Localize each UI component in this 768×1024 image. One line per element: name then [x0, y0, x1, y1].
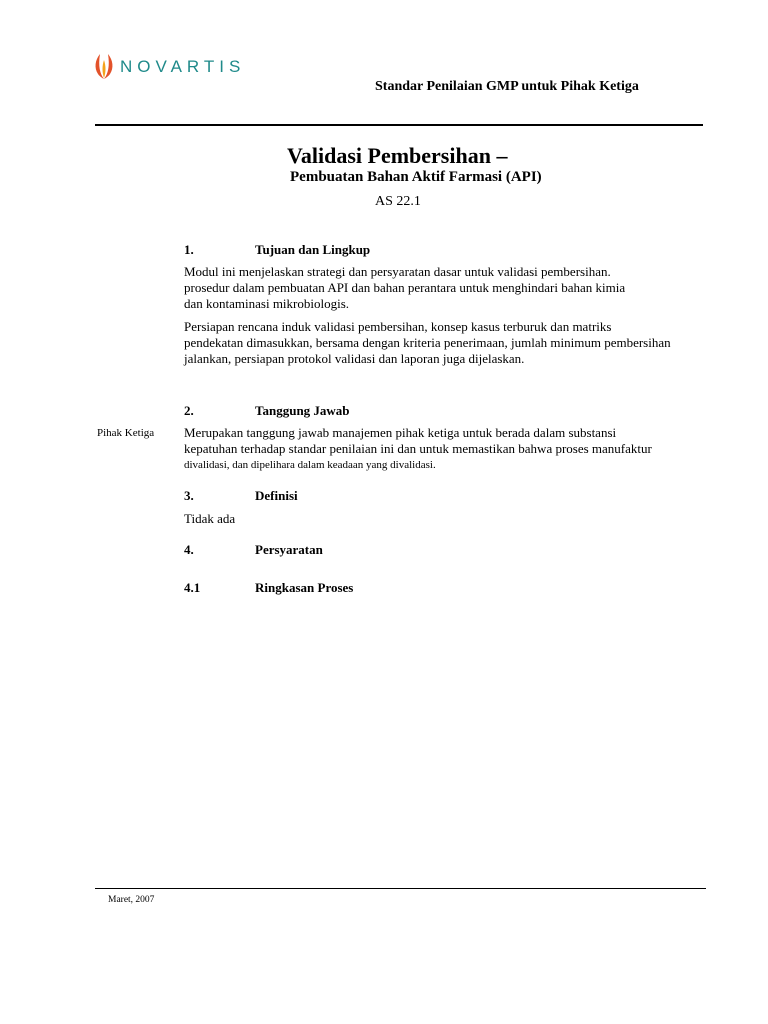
brand-name: NOVARTIS [120, 57, 246, 76]
section-2-number: 2. [184, 403, 194, 418]
section-2-title: Tanggung Jawab [255, 403, 350, 418]
paragraph-line: Merupakan tanggung jawab manajemen pihak ketiga untuk berada dalam substansi [184, 425, 617, 440]
section-1-title: Tujuan dan Lingkup [255, 242, 371, 257]
section-1-paragraph-2 [184, 319, 671, 367]
document-header: Standar Penilaian GMP untuk Pihak Ketiga [375, 79, 639, 94]
section-2-paragraph [184, 425, 652, 473]
paragraph-line: Persiapan rencana induk validasi pembersihan, konsep kasus terburuk dan matriks [184, 319, 612, 334]
section-3-body: Tidak ada [184, 511, 236, 526]
section-3-title: Definisi [255, 488, 298, 503]
page-subtitle: Pembuatan Bahan Aktif Farmasi (API) [290, 169, 542, 185]
margin-label: Pihak Ketiga [97, 427, 155, 439]
page-title: Validasi Pembersihan – [287, 143, 508, 168]
section-1-number: 1. [184, 242, 194, 257]
section-4-1-number: 4.1 [184, 580, 201, 595]
novartis-logo [94, 52, 245, 82]
header-divider [95, 124, 703, 126]
paragraph-line: dan kontaminasi mikrobiologis. [184, 296, 350, 311]
paragraph-line: Modul ini menjelaskan strategi dan persyaratan dasar untuk validasi pembersihan. [184, 264, 611, 279]
section-4-1-title: Ringkasan Proses [255, 580, 354, 595]
document-code: AS 22.1 [375, 194, 421, 209]
section-4-title: Persyaratan [255, 542, 323, 557]
paragraph-line: jalankan, persiapan protokol validasi dan laporan juga dijelaskan. [184, 351, 525, 366]
paragraph-line: pendekatan dimasukkan, bersama dengan kriteria penerimaan, jumlah minimum pembersihan [184, 335, 671, 350]
footer-date: Maret, 2007 [108, 895, 155, 905]
paragraph-line: prosedur dalam pembuatan API dan bahan perantara untuk menghindari bahan kimia [184, 280, 626, 295]
footer-divider [95, 888, 706, 889]
section-4-number: 4. [184, 542, 194, 557]
section-1-paragraph-1 [184, 264, 625, 312]
section-3-number: 3. [184, 488, 194, 503]
flame-icon [94, 52, 114, 82]
paragraph-line: kepatuhan terhadap standar penilaian ini dan untuk memastikan bahwa proses manufaktur [184, 441, 652, 456]
paragraph-line: divalidasi, dan dipelihara dalam keadaan yang divalidasi. [184, 459, 436, 471]
